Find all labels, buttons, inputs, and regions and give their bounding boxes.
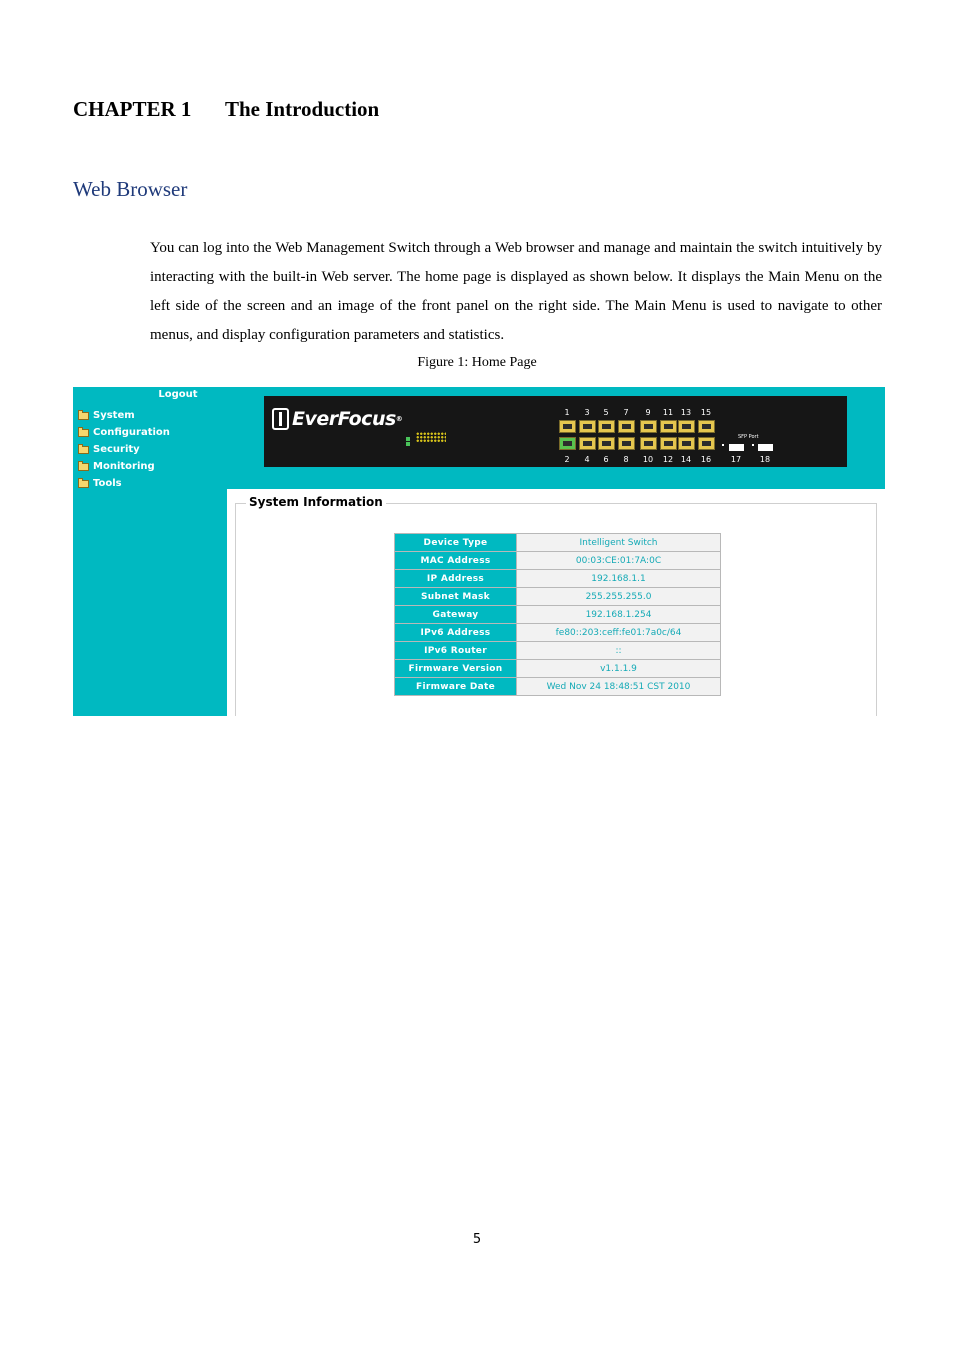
port-number: 14 <box>680 455 692 464</box>
port-number: 18 <box>759 455 771 464</box>
port-number: 15 <box>700 408 712 417</box>
figure-caption: Figure 1: Home Page <box>417 355 537 370</box>
port-number: 8 <box>623 455 629 464</box>
table-row <box>395 570 721 588</box>
system-information-table <box>394 533 721 696</box>
info-value: Intelligent Switch <box>517 534 721 552</box>
menu-item-system[interactable] <box>78 407 170 424</box>
system-information-title: System Information <box>246 495 386 509</box>
ethernet-port-icon[interactable] <box>598 420 615 433</box>
ethernet-port-icon[interactable] <box>618 437 635 450</box>
info-label: MAC Address <box>395 552 517 570</box>
port-number: 12 <box>662 455 674 464</box>
ethernet-port-icon[interactable] <box>640 437 657 450</box>
table-row <box>395 552 721 570</box>
ethernet-port-icon[interactable] <box>559 420 576 433</box>
table-row <box>395 624 721 642</box>
chapter-heading <box>73 97 379 122</box>
chapter-number: CHAPTER 1 <box>73 97 192 121</box>
table-row <box>395 606 721 624</box>
menu-item-label: System <box>93 410 135 421</box>
sfp-port-label: SFP Port <box>738 434 759 440</box>
info-label: Subnet Mask <box>395 588 517 606</box>
page-number: 5 <box>472 1232 482 1247</box>
port-number: 10 <box>642 455 654 464</box>
ethernet-port-icon[interactable] <box>698 437 715 450</box>
sfp-led-icon <box>752 444 754 446</box>
everfocus-logo <box>272 408 402 430</box>
ethernet-port-active-icon[interactable] <box>559 437 576 450</box>
menu-item-label: Monitoring <box>93 461 155 472</box>
port-number: 5 <box>603 408 609 417</box>
port-number: 4 <box>584 455 590 464</box>
sfp-port-icon[interactable] <box>758 444 773 451</box>
port-number: 1 <box>564 408 570 417</box>
chapter-title: The Introduction <box>225 97 380 121</box>
info-value: 00:03:CE:01:7A:0C <box>517 552 721 570</box>
main-menu <box>78 407 170 492</box>
menu-item-label: Configuration <box>93 427 170 438</box>
port-number: 17 <box>730 455 742 464</box>
port-number: 3 <box>584 408 590 417</box>
menu-item-security[interactable] <box>78 441 170 458</box>
ethernet-port-icon[interactable] <box>660 420 677 433</box>
table-row <box>395 534 721 552</box>
registered-mark: ® <box>395 415 403 423</box>
info-label: IPv6 Address <box>395 624 517 642</box>
ethernet-port-icon[interactable] <box>678 437 695 450</box>
section-title: Web Browser <box>73 177 188 201</box>
status-led-icon <box>406 442 410 446</box>
ethernet-port-icon[interactable] <box>640 420 657 433</box>
home-page-screenshot <box>73 387 885 716</box>
port-number: 6 <box>603 455 609 464</box>
info-label: Device Type <box>395 534 517 552</box>
folder-icon <box>78 480 89 488</box>
ethernet-port-icon[interactable] <box>598 437 615 450</box>
menu-item-label: Tools <box>93 478 122 489</box>
ethernet-port-icon[interactable] <box>618 420 635 433</box>
port-number: 13 <box>680 408 692 417</box>
everfocus-logo-icon <box>272 408 289 430</box>
switch-front-panel <box>264 396 847 467</box>
sfp-port-icon[interactable] <box>729 444 744 451</box>
ethernet-port-icon[interactable] <box>579 420 596 433</box>
table-row <box>395 588 721 606</box>
port-number: 7 <box>623 408 629 417</box>
info-value: Wed Nov 24 18:48:51 CST 2010 <box>517 678 721 696</box>
info-value: fe80::203:ceff:fe01:7a0c/64 <box>517 624 721 642</box>
menu-item-configuration[interactable] <box>78 424 170 441</box>
ethernet-port-icon[interactable] <box>579 437 596 450</box>
info-value: 192.168.1.1 <box>517 570 721 588</box>
folder-icon <box>78 429 89 437</box>
folder-icon <box>78 412 89 420</box>
ethernet-port-icon[interactable] <box>678 420 695 433</box>
logout-link[interactable]: Logout <box>158 389 198 400</box>
ethernet-port-icon[interactable] <box>698 420 715 433</box>
folder-icon <box>78 463 89 471</box>
port-number: 11 <box>662 408 674 417</box>
info-value: v1.1.1.9 <box>517 660 721 678</box>
table-row <box>395 660 721 678</box>
ethernet-port-icon[interactable] <box>660 437 677 450</box>
intro-paragraph: You can log into the Web Management Switch through a Web browser and manage and maintain the switch intuitively by interacting with the built-in Web server. The home page is displayed as shown below. It displays the Main Menu on the left side of the screen and an image of the front panel on the right side. The Main Menu is used to navigate to other menus, and display configuration parameters and statistics. <box>150 240 882 343</box>
info-label: Firmware Date <box>395 678 517 696</box>
port-number: 16 <box>700 455 712 464</box>
menu-item-tools[interactable] <box>78 475 170 492</box>
table-row <box>395 642 721 660</box>
power-led-icon <box>406 437 410 441</box>
info-label: Firmware Version <box>395 660 517 678</box>
brand-name: EverFocus <box>292 408 396 430</box>
folder-icon <box>78 446 89 454</box>
menu-item-label: Security <box>93 444 140 455</box>
menu-item-monitoring[interactable] <box>78 458 170 475</box>
info-label: IPv6 Router <box>395 642 517 660</box>
info-value: 192.168.1.254 <box>517 606 721 624</box>
info-value: 255.255.255.0 <box>517 588 721 606</box>
sfp-led-icon <box>722 444 724 446</box>
info-label: Gateway <box>395 606 517 624</box>
info-value: :: <box>517 642 721 660</box>
port-number: 9 <box>645 408 651 417</box>
info-label: IP Address <box>395 570 517 588</box>
port-led-array-icon <box>416 432 446 442</box>
system-information-fieldset <box>235 495 877 716</box>
port-number: 2 <box>564 455 570 464</box>
table-row <box>395 678 721 696</box>
